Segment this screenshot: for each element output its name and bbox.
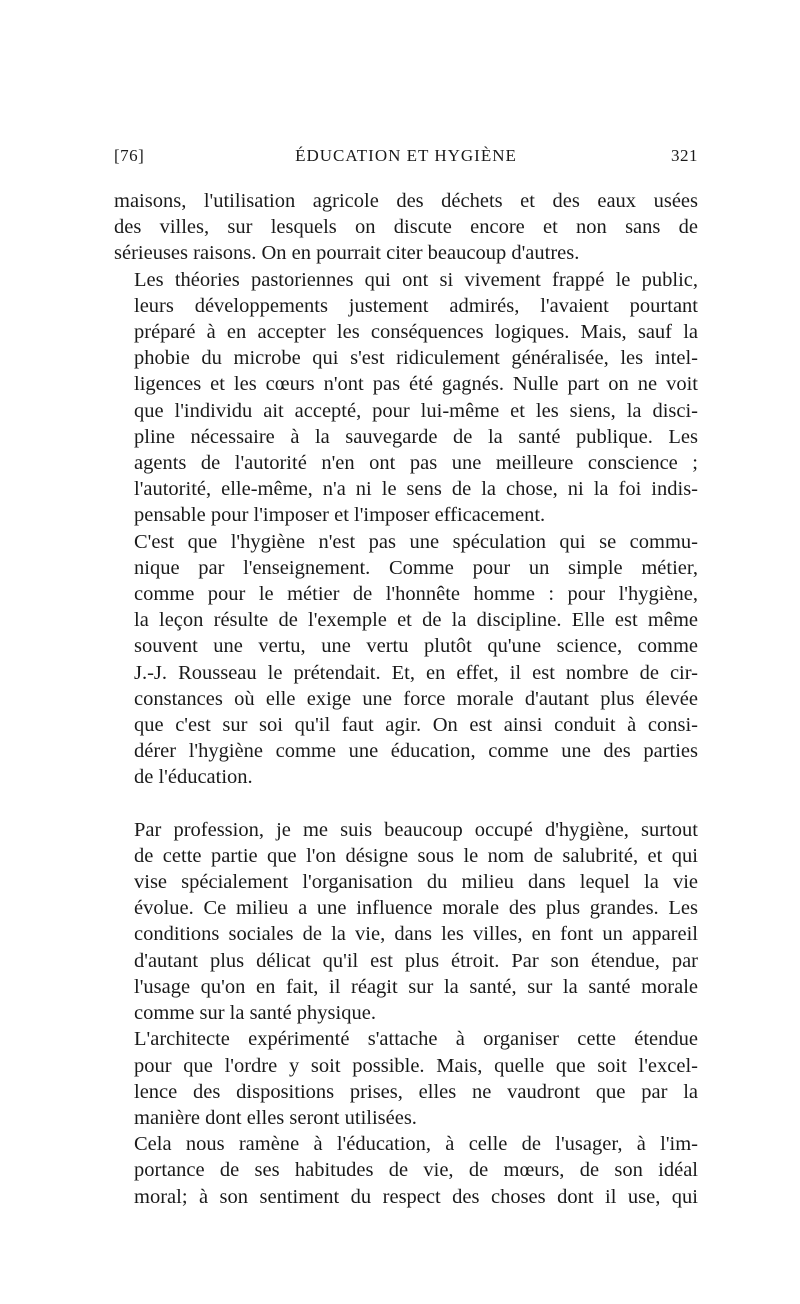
text-line: pour que l'ordre y soit possible. Mais, quelle que soit l'excel- <box>134 1054 698 1077</box>
text-line: nique par l'enseignement. Comme pour un simple métier, <box>134 556 698 579</box>
text-line: l'autorité, elle-même, n'a ni le sens de la chose, ni la foi indis- <box>134 478 698 501</box>
paragraph <box>114 1131 698 1210</box>
running-head <box>114 146 698 176</box>
page-number: 321 <box>671 146 698 165</box>
paragraph <box>114 188 698 267</box>
text-line: la leçon résulte de l'exemple et de la discipline. Elle est même <box>134 609 698 632</box>
text-line: des villes, sur lesquels on discute encore et non sans de <box>114 216 698 239</box>
text-line: dérer l'hygiène comme une éducation, comme une des parties <box>134 740 698 763</box>
text-line: pline nécessaire à la sauvegarde de la santé publique. Les <box>134 425 698 448</box>
text-line: maisons, l'utilisation agricole des déchets et des eaux usées <box>114 190 698 212</box>
section-number: [76] <box>114 146 145 165</box>
text-line: pensable pour l'imposer et l'imposer efficacement. <box>134 504 546 527</box>
body-text <box>114 188 698 1210</box>
text-line: l'usage qu'on en fait, il réagit sur la santé, sur la santé morale <box>134 975 698 998</box>
text-line: d'autant plus délicat qu'il est plus étroit. Par son étendue, par <box>134 949 698 972</box>
text-line: manière dont elles seront utilisées. <box>134 1106 417 1129</box>
text-line: évolue. Ce milieu a une influence morale des plus grandes. Les <box>134 897 698 920</box>
text-line: comme sur la santé physique. <box>134 1002 376 1025</box>
text-line: constances où elle exige une force morale d'autant plus élevée <box>134 687 698 710</box>
text-line: que l'individu ait accepté, pour lui-même et les siens, la disci- <box>134 399 698 422</box>
text-line: préparé à en accepter les conséquences logiques. Mais, sauf la <box>134 321 698 344</box>
text-line: moral; à son sentiment du respect des choses dont il use, qui <box>134 1185 698 1208</box>
text-line: que c'est sur soi qu'il faut agir. On est ainsi conduit à consi- <box>134 714 698 737</box>
section-break <box>114 791 698 817</box>
text-line: phobie du microbe qui s'est ridiculement généralisée, les intel- <box>134 347 698 370</box>
text-line: vise spécialement l'organisation du milieu dans lequel la vie <box>134 871 698 894</box>
paragraph <box>114 817 698 1027</box>
text-line: comme pour le métier de l'honnête homme : pour l'hygiène, <box>134 583 698 606</box>
paragraph <box>114 1026 698 1131</box>
text-line: Cela nous ramène à l'éducation, à celle de l'usager, à l'im- <box>134 1133 698 1156</box>
text-line: sérieuses raisons. On en pourrait citer beaucoup d'autres. <box>114 242 580 265</box>
text-line: souvent une vertu, une vertu plutôt qu'une science, comme <box>134 635 698 658</box>
text-line: portance de ses habitudes de vie, de mœurs, de son idéal <box>134 1159 698 1182</box>
text-line: de l'éducation. <box>134 766 253 789</box>
book-page <box>114 146 698 1210</box>
text-line: agents de l'autorité n'en ont pas une meilleure conscience ; <box>134 452 698 475</box>
paragraph <box>114 267 698 529</box>
running-title: ÉDUCATION ET HYGIÈNE <box>295 146 517 165</box>
text-line: C'est que l'hygiène n'est pas une spéculation qui se commu- <box>134 530 698 553</box>
text-line: Par profession, je me suis beaucoup occupé d'hygiène, surtout <box>134 818 698 841</box>
text-line: conditions sociales de la vie, dans les villes, en font un appareil <box>134 923 698 946</box>
paragraph <box>114 529 698 791</box>
text-line: Les théories pastoriennes qui ont si vivement frappé le public, <box>134 268 698 291</box>
text-line: J.-J. Rousseau le prétendait. Et, en effet, il est nombre de cir- <box>134 661 698 684</box>
text-line: de cette partie que l'on désigne sous le nom de salubrité, et qui <box>134 844 698 867</box>
text-line: leurs développements justement admirés, l'avaient pourtant <box>134 294 698 317</box>
text-line: lence des dispositions prises, elles ne vaudront que par la <box>134 1080 698 1103</box>
text-line: L'architecte expérimenté s'attache à organiser cette étendue <box>134 1028 698 1051</box>
text-line: ligences et les cœurs n'ont pas été gagnés. Nulle part on ne voit <box>134 373 698 396</box>
